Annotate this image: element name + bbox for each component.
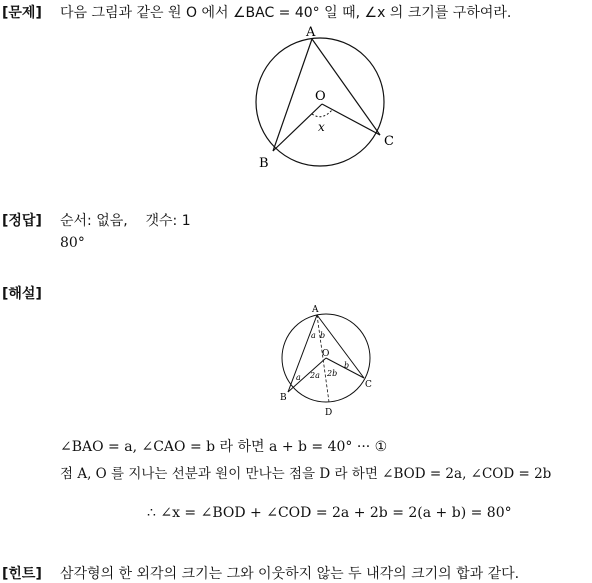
problem-text: 다음 그림과 같은 원 O 에서 ∠BAC = 40° 일 때, ∠x 의 크기를 구하여라.	[60, 5, 512, 21]
angle-a-side: a	[296, 373, 301, 382]
angle-x-label: x	[318, 120, 325, 134]
point-a-label: A	[306, 25, 316, 40]
answer-meta: 순서: 없음, 갯수: 1	[60, 213, 191, 229]
chord-ab-small	[288, 315, 317, 392]
problem-label: [문제]	[2, 5, 42, 21]
radius-ob	[273, 104, 322, 151]
angle-2a: 2a	[310, 371, 320, 380]
hint-text: 삼각형의 한 외각의 크기는 그와 이웃하지 않는 두 내각의 크기의 합과 같다.	[60, 566, 520, 582]
angle-2b: 2b	[327, 369, 338, 378]
hint-label: [힌트]	[2, 566, 42, 582]
radius-ob-small	[288, 358, 326, 392]
answer-label: [정답]	[2, 213, 42, 229]
explanation-line-2: 점 A, O 를 지나는 선분과 원이 만나는 점을 D 라 하면 ∠BOD = 2a, ∠COD = 2b	[60, 466, 552, 482]
point-o-small: O	[322, 349, 330, 359]
point-o-label: O	[315, 89, 326, 104]
chord-ab	[273, 39, 312, 151]
point-a-small: A	[312, 305, 319, 315]
explanation-conclusion: ∴ ∠x = ∠BOD + ∠COD = 2a + 2b = 2(a + b) = 80°	[147, 505, 512, 521]
point-d-small: D	[325, 408, 333, 418]
angle-a-top: a	[311, 331, 316, 340]
point-c-small: C	[365, 380, 372, 390]
radius-oc	[322, 104, 380, 135]
chord-ac-small	[317, 315, 364, 378]
point-b-small: B	[280, 393, 287, 403]
point-b-label: B	[259, 156, 269, 171]
point-c-label: C	[384, 134, 394, 149]
figure-circle-angle	[240, 22, 410, 172]
angle-b-side: b	[344, 361, 350, 370]
explanation-label: [해설]	[2, 286, 42, 302]
figure-explanation	[275, 300, 385, 420]
angle-b-top: b	[320, 331, 326, 340]
explanation-line-1: ∠BAO = a, ∠CAO = b 라 하면 a + b = 40° ··· ①	[60, 439, 388, 455]
answer-value: 80°	[60, 235, 85, 251]
